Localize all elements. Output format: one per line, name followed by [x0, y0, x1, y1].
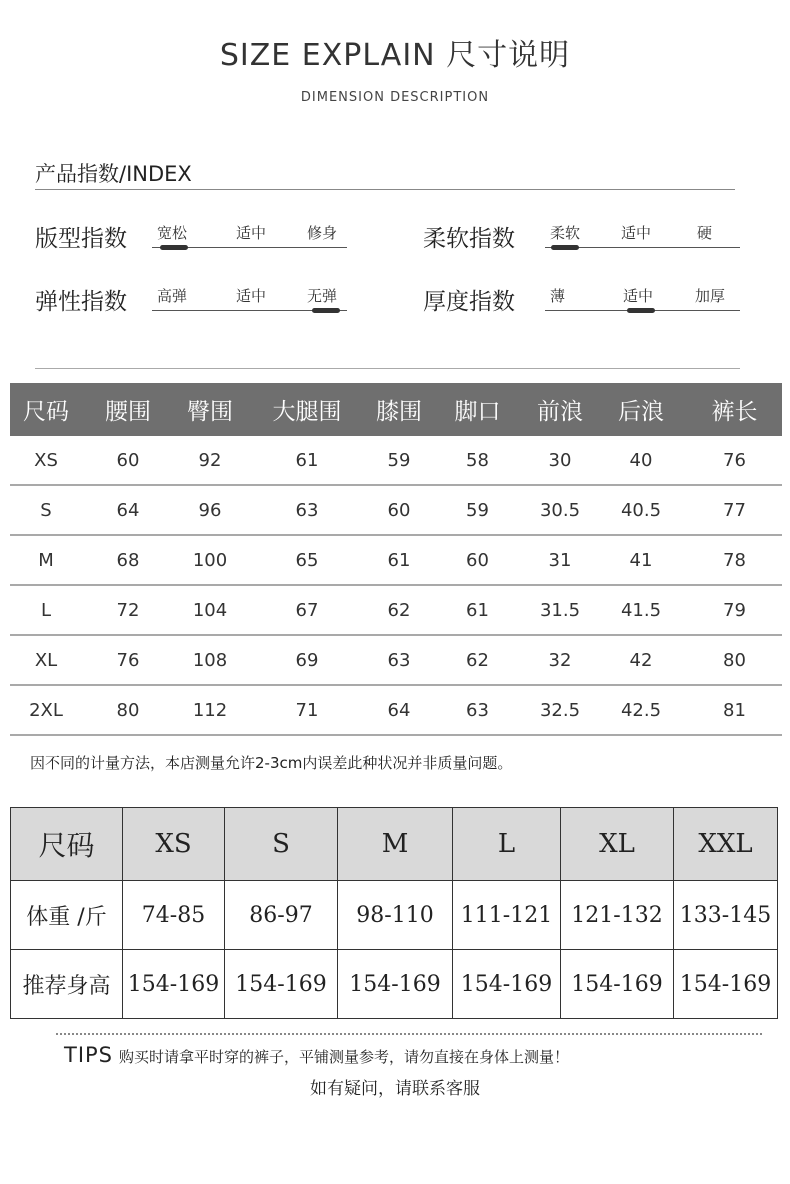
weight-table-header [11, 808, 778, 881]
table-cell: 60 [387, 499, 411, 521]
header-cell: L [453, 808, 561, 881]
index-selected-marker [551, 245, 579, 250]
table-cell: 80 [723, 649, 746, 671]
table-cell: 86-97 [225, 881, 338, 950]
table-row [11, 950, 778, 1019]
index-option: 适中 [621, 224, 652, 242]
header-cell: 裤长 [711, 399, 758, 425]
table-cell: L [40, 599, 52, 621]
table-cell: 98-110 [338, 881, 453, 950]
index-option: 无弹 [307, 287, 338, 305]
table-cell: 154-169 [123, 950, 225, 1019]
table-cell: 64 [387, 699, 411, 721]
index-option: 高弹 [157, 287, 188, 305]
table-cell: 96 [198, 499, 222, 521]
table-cell: 111-121 [453, 881, 561, 950]
header-cell: 大腿围 [272, 399, 342, 425]
table-cell: 63 [387, 649, 411, 671]
header-cell: S [225, 808, 338, 881]
index-option: 修身 [307, 224, 338, 242]
index-scale-thickness [545, 285, 740, 315]
header-cell: 膝围 [376, 399, 422, 425]
header-cell: 尺码 [23, 399, 69, 425]
table-cell: 154-169 [561, 950, 674, 1019]
table-cell: 32.5 [539, 699, 581, 721]
weight-table [10, 807, 778, 1019]
table-cell: 42.5 [620, 699, 662, 721]
header-cell: XXL [674, 808, 778, 881]
table-cell: 78 [723, 549, 746, 571]
table-cell: 79 [723, 599, 746, 621]
page-title: SIZE EXPLAIN 尺寸说明 [219, 38, 571, 73]
table-cell: 64 [116, 499, 140, 521]
table-cell: 60 [466, 549, 489, 571]
header-cell: 脚口 [454, 399, 501, 425]
header-cell: 尺码 [11, 808, 123, 881]
table-cell: 76 [723, 449, 746, 471]
index-selected-marker [627, 308, 655, 313]
table-cell: 32 [548, 649, 572, 671]
page-subtitle: DIMENSION DESCRIPTION [300, 90, 490, 105]
table-cell: 133-145 [674, 881, 778, 950]
table-row [10, 486, 782, 536]
table-cell: 30 [548, 449, 572, 471]
header-cell: M [338, 808, 453, 881]
index-divider [35, 189, 735, 190]
table-cell: 65 [295, 549, 319, 571]
table-cell: 61 [295, 449, 319, 471]
contact-text: 如有疑问，请联系客服 [310, 1079, 480, 1099]
table-cell: 63 [295, 499, 319, 521]
measurement-note: 因不同的计量方法，本店测量允许2-3cm内误差此种状况并非质量问题。 [30, 754, 513, 772]
table-row [10, 686, 782, 736]
table-cell: 61 [466, 599, 489, 621]
tips-tag: TIPS [64, 1043, 114, 1067]
table-cell: 42 [629, 649, 653, 671]
index-option: 柔软 [550, 224, 581, 242]
table-cell: 59 [466, 499, 489, 521]
table-cell: 154-169 [674, 950, 778, 1019]
table-cell: 69 [295, 649, 319, 671]
table-cell: 154-169 [338, 950, 453, 1019]
table-cell: 108 [192, 649, 228, 671]
table-cell: 112 [192, 699, 228, 721]
table-cell: S [40, 499, 52, 521]
table-cell: 76 [116, 649, 140, 671]
header-cell: 臀围 [187, 399, 233, 425]
table-row [10, 436, 782, 486]
table-cell: 104 [192, 599, 228, 621]
header-cell: 前浪 [537, 399, 583, 425]
table-cell: 100 [192, 549, 228, 571]
index-option: 硬 [697, 224, 713, 242]
table-row [11, 881, 778, 950]
index-label-fit: 版型指数 [35, 226, 127, 252]
table-cell: 154-169 [225, 950, 338, 1019]
table-cell: 58 [466, 449, 489, 471]
table-cell: 80 [116, 699, 140, 721]
row-label: 推荐身高 [11, 950, 123, 1019]
table-cell: 71 [295, 699, 319, 721]
table-cell: 68 [116, 549, 140, 571]
table-cell: XS [34, 449, 58, 471]
table-cell: 59 [387, 449, 411, 471]
table-cell: 154-169 [453, 950, 561, 1019]
table-cell: M [38, 549, 54, 571]
dotted-divider [56, 1033, 762, 1035]
table-cell: 40 [629, 449, 653, 471]
tips-line [64, 1043, 569, 1067]
table-cell: 77 [723, 499, 746, 521]
table-cell: 40.5 [620, 499, 662, 521]
index-selected-marker [312, 308, 340, 313]
table-cell: 60 [116, 449, 140, 471]
table-row [10, 636, 782, 686]
index-label-softness: 柔软指数 [423, 226, 515, 252]
index-scale-fit [152, 222, 347, 252]
table-cell: 62 [387, 599, 411, 621]
table-row [10, 586, 782, 636]
table-cell: 41.5 [620, 599, 662, 621]
section-divider [35, 368, 740, 369]
index-option: 宽松 [157, 224, 188, 242]
index-label-thickness: 厚度指数 [423, 289, 515, 315]
row-label: 体重 /斤 [11, 881, 123, 950]
index-selected-marker [160, 245, 188, 250]
table-cell: 31.5 [539, 599, 581, 621]
table-cell: 121-132 [561, 881, 674, 950]
header-cell: 后浪 [618, 399, 664, 425]
header-cell: 腰围 [105, 399, 151, 425]
header-cell: XS [123, 808, 225, 881]
table-cell: 2XL [29, 699, 63, 721]
index-option: 适中 [236, 287, 267, 305]
table-cell: 74-85 [123, 881, 225, 950]
index-label-elasticity: 弹性指数 [35, 289, 127, 315]
table-cell: 62 [466, 649, 489, 671]
index-scale-softness [545, 222, 740, 252]
index-title: 产品指数/INDEX [35, 162, 192, 186]
table-cell: 61 [387, 549, 411, 571]
index-option: 适中 [623, 287, 654, 305]
table-cell: 92 [198, 449, 222, 471]
table-cell: 67 [295, 599, 319, 621]
table-cell: 63 [466, 699, 489, 721]
index-option: 适中 [236, 224, 267, 242]
header-cell: XL [561, 808, 674, 881]
table-cell: 41 [629, 549, 653, 571]
table-cell: 30.5 [539, 499, 581, 521]
table-row [10, 536, 782, 586]
index-scale-elasticity [152, 285, 347, 315]
table-cell: 72 [116, 599, 140, 621]
tips-text: 购买时请拿平时穿的裤子，平铺测量参考，请勿直接在身体上测量！ [119, 1048, 570, 1066]
table-cell: 81 [723, 699, 746, 721]
index-option: 薄 [550, 287, 566, 305]
index-option: 加厚 [695, 287, 726, 305]
table-cell: 31 [548, 549, 572, 571]
size-table-header [10, 383, 782, 436]
table-cell: XL [34, 649, 58, 671]
size-table [10, 383, 782, 736]
